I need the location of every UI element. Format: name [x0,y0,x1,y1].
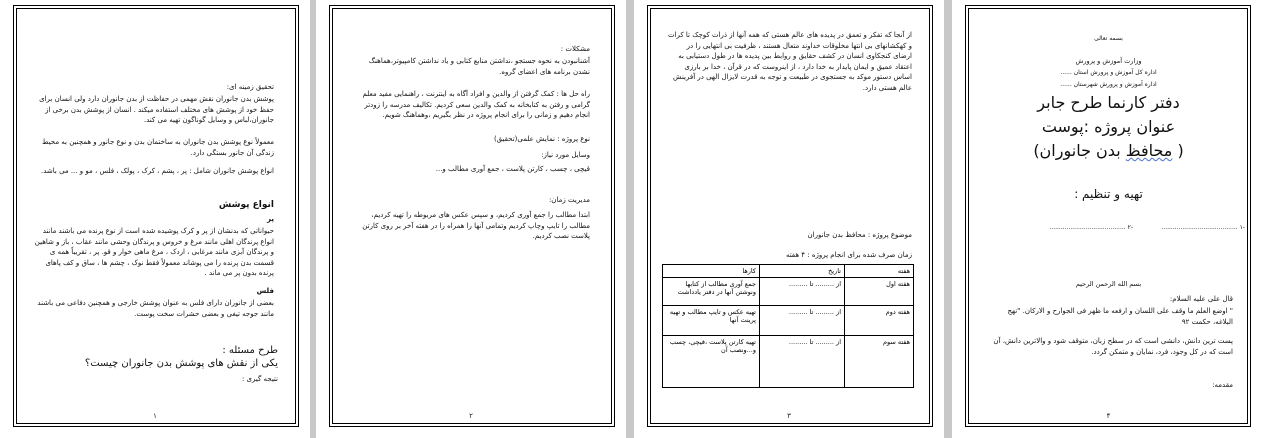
task-cell: تهیه کارتن پلاست ،قیچی، چسب و...ونصب آن [663,336,760,388]
page-number: ۴ [1106,412,1111,420]
research-text-3: انواع پوشش جانوران شامل : پر ، پشم ، کرک ، پولک ، فلس ، مو و ... می باشد. [41,167,274,175]
time-management-text: ابتدا مطالب را جمع آوری کردیم، و سپس عکس های مربوطه را تهیه کردیم، مطالب را تایپ وچاپ کردیم وتمامی آنها را همراه را در هفته آخر بر روی کارتن پلاست نصب کردیم. [362,211,590,240]
week-cell: هفته سوم [845,336,914,388]
time-management-label: مدیریت زمان: [548,196,590,204]
page-2 [316,0,626,438]
research-text-2: معمولاً نوع پوشش بدن جانوران به ساختمان بدن و نوع جانور و همچنین به محیط زندگی آن جانور بستگی دارد. [42,138,274,157]
ministry-name: وزارت آموزش و پرورش [1075,57,1142,65]
page-3 [634,0,944,438]
problem-label: طرح مسئله : [222,345,278,356]
task-cell: جمع آوری مطالب از کتابها ونوشتن آنها در دفتر یادداشت [663,278,760,306]
hadith-intro: قال علی علیه السلام: [1169,295,1233,303]
date-cell: از ......... تا ......... [760,336,845,388]
schedule-table [662,264,914,388]
member-1: -۱ ........................................ [1161,224,1245,231]
scale-subheading: فلس [256,287,274,295]
date-cell: از ......... تا ......... [760,278,845,306]
feather-subheading: پر [267,215,274,223]
table-row [663,306,914,336]
problem-question: یکی از نقش های پوشش بدن جانوران چیست؟ [84,358,278,369]
tools-label: وسایل مورد نیاز: [541,151,590,159]
hadith-translation: پست ترین دانش، دانشی است که در سطح زبان، متوقف شود و والاترین دانش، آن است که در کل وجود، فرد، نمایان و متمکن گردد. [993,337,1233,356]
title-word-protector: محافظ [1125,141,1173,160]
project-subject: موضوع پروژه : محافظ بدن جانوران [807,231,912,239]
intro-text: از آنجا که تفکر و تعمق در پدیده های عالم هستی که همه آنها از ذرات کوچک تا کرات و کهکشانهای بی انتها مخلوقات خداوند متعال هستند ، ظرفیت بی انتهایی را در ارضای کنجکاوی انسان در کشف حقایق و روابط بین پدیده ها در طول دستیابی به اعتقاد عمیق و ایمان پایدار به خدا دارد ، از اینروست که در قرآن ، خدا بر بارزی اساس دستور موکد به جستجوی در طبیعت و توجه به قدرت لایزال الهی در آفرینش عالم هستی دارد. [667,31,912,92]
research-text: پوشش بدن جانوران نقش مهمی در حفاظت از بدن جانوران دارد ولی انسان برای حفظ خود از پوشش های مختلف استفاده میکند . انسان از پوشش بدن برخی از جانوران،لباس و وسایل گوناگون تهیه می کند. [39,95,274,124]
bismillah: بسم الله الرحمن الرحیم [1075,280,1142,288]
scale-text: بعضی از جانوران دارای فلس به عنوان پوشش خارجی و همچنین دفاعی می باشند مانند جوجه تیغی و بعضی حشرات سخت پوست. [37,299,274,318]
page-number: ۳ [787,412,791,420]
bismillah-top: بسمه تعالی [1094,35,1123,42]
table-row [663,336,914,388]
table-row [663,278,914,306]
task-cell: تهیه عکس و تایپ مطالب و تهیه پرینت آنها [663,306,760,336]
research-heading: تحقیق زمینه ای: [226,83,274,91]
week-cell: هفته اول [845,278,914,306]
solution-text: راه حل ها : کمک گرفتن از والدین و افراد آگاه به اینترنت ، راهنمایی مفید معلم گرامی و رفتن به کتابخانه به کمک والدین سعی کردیم. تکالیف مدرسه را زودتر انجام دهیم و زمانی را برای انجام پروژه در نظر بگیریم ،وهماهنگ شویم. [362,90,590,119]
page-4 [952,0,1265,438]
column-header: تاریخ [760,265,845,278]
page-number: ۱ [153,412,157,420]
feather-text: حیواناتی که بدنشان از پر و کرک پوشیده شده است از نوع پرنده می باشند مانند انواع پرندگان اهلی مانند مرغ و خروس و پرندگان وحشی مانند عقاب ، باز و شاهین و پرندگان آبزی مانند مرغابی ، اردک ، مرغ ماهی خوار و قو. پر ، تقریباً همه ی قسمت بدن پرنده را می پوشاند معمولاً فقط نوک ، چشم ها ، ساق و کف پاهای پرنده بدون پر می ماند . [34,227,274,277]
hadith-text: " اوضع العلم ما وقف علی اللسان و ارفعه ما ظهر فی الجوارح و الارکان. "نهج البلاغه، حکمت ۹۲ [1007,307,1233,326]
office-province: اداره کل آموزش و پرورش استان ...... [1060,69,1157,76]
project-title-line3 [972,141,1245,161]
document-title: دفتر کارنما طرح جابر [1037,93,1180,112]
time-spent: زمان صرف شده برای انجام پروژه : ۴ هفته [785,251,912,259]
types-heading: انواع پوشش [218,200,274,210]
title-rest: بدن جانوران) [1033,141,1121,160]
week-cell: هفته دوم [845,306,914,336]
project-title: عنوان پروژه :پوست [1041,117,1176,136]
table-header-row [663,265,914,278]
introduction-label: مقدمه: [1212,381,1233,389]
column-header: کارها [663,265,760,278]
column-header: هفته [845,265,914,278]
date-cell: از ......... تا ......... [760,306,845,336]
conclusion-label: نتیجه گیری : [241,375,278,383]
page-1 [0,0,310,438]
prepared-by-label: تهیه و تنظیم : [1074,187,1143,201]
problems-text: آشنانبودن به نحوه جستجو ،نداشتن منابع کتابی و یاد نداشتن کامپیوتر،هماهنگ نشدن برنامه های اعضای گروه. [368,57,590,76]
office-city: اداره آموزش و پرورش شهرستان ...... [1060,81,1157,88]
problems-label: مشکلات : [560,45,590,53]
project-type: نوع پروژه : نمایش علمی(تحقیق) [493,135,590,143]
page-number: ۲ [469,412,473,420]
member-2: -۲ ........................................ [1049,224,1133,231]
title-paren: ( [1172,141,1184,160]
tools-text: قیچی ، چسب ، کارتن پلاست ، جمع آوری مطالب و... [435,165,590,173]
